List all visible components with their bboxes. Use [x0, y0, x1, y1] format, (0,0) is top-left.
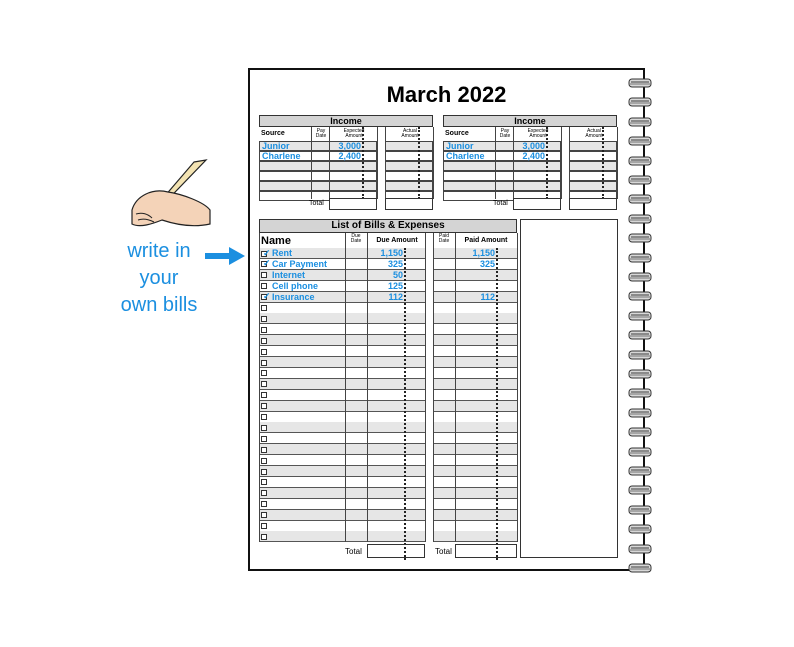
actual-header: Actual Amount	[585, 128, 603, 139]
bill-row-paid	[433, 433, 517, 444]
income-total-label: Total	[493, 200, 508, 207]
spiral-coil-icon	[628, 408, 652, 418]
income-total-actual	[385, 198, 433, 210]
expected-header: Expected Amount	[527, 128, 549, 139]
income-expected-value: 3,000	[338, 141, 361, 151]
bill-due-amount: 1,150	[380, 248, 403, 258]
bill-name: Car Payment	[272, 258, 328, 269]
bill-row-paid	[433, 303, 517, 314]
bill-row-paid	[433, 313, 517, 324]
expected-header: Expected Amount	[343, 128, 365, 139]
bill-row-paid	[433, 477, 517, 488]
spiral-coil-icon	[628, 350, 652, 360]
bill-checkbox[interactable]	[261, 272, 267, 278]
checkmark-icon: ✓	[263, 291, 271, 302]
bills-col-line	[345, 233, 346, 542]
note-line-2: your	[139, 267, 179, 289]
spiral-coil-icon	[628, 388, 652, 398]
note-line-1: write in	[127, 240, 191, 262]
income-col-line	[513, 127, 514, 199]
income-expected-value: 2,400	[522, 151, 545, 161]
income-col-line	[569, 127, 570, 199]
income-row-right	[385, 171, 433, 181]
pay-date-header: Pay Date	[315, 128, 327, 139]
income-table-right	[443, 115, 617, 211]
bill-row	[259, 499, 425, 510]
income-row-left	[259, 181, 377, 191]
bill-checkbox[interactable]	[261, 258, 271, 269]
income-col-line	[495, 127, 496, 199]
bill-checkbox[interactable]	[261, 534, 267, 540]
bill-row	[259, 531, 425, 542]
bill-checkbox[interactable]	[261, 414, 267, 420]
bill-paid-amount: 112	[480, 291, 495, 302]
income-row-right	[569, 141, 617, 151]
income-col-line	[561, 127, 562, 199]
bill-row-paid	[433, 390, 517, 401]
bill-checkbox[interactable]	[261, 247, 271, 258]
income-expected-dots	[546, 127, 549, 199]
spiral-coil-icon	[628, 505, 652, 515]
bills-total-label: Total	[345, 547, 362, 557]
bill-checkbox[interactable]	[261, 490, 267, 496]
income-title: Income	[259, 115, 433, 127]
spiral-coil-icon	[628, 427, 652, 437]
paid-amount-dots	[496, 248, 499, 560]
bill-row	[259, 412, 425, 423]
bill-checkbox[interactable]	[261, 512, 267, 518]
spiral-coil-icon	[628, 544, 652, 554]
bill-row	[259, 455, 425, 466]
due-amount-header: Due Amount	[376, 237, 418, 244]
spiral-coil-icon	[628, 233, 652, 243]
bill-checkbox[interactable]	[261, 316, 267, 322]
bill-row	[259, 466, 425, 477]
bill-checkbox[interactable]	[261, 291, 271, 302]
bill-checkbox[interactable]	[261, 381, 267, 387]
bill-row	[259, 313, 425, 324]
bill-row	[259, 357, 425, 368]
spiral-coil-icon	[628, 485, 652, 495]
bill-name: Internet	[272, 269, 306, 280]
spiral-coil-icon	[628, 311, 652, 321]
bill-row	[259, 521, 425, 532]
bill-row-paid	[433, 531, 517, 542]
spiral-coil-icon	[628, 524, 652, 534]
bill-row	[259, 368, 425, 379]
bill-name: Rent	[272, 248, 292, 258]
spiral-coil-icon	[628, 194, 652, 204]
spiral-coil-icon	[628, 117, 652, 127]
income-total-expected	[513, 198, 561, 210]
paid-date-header: Paid Date	[438, 233, 450, 244]
note-line-3: own bills	[120, 294, 198, 316]
bill-checkbox[interactable]	[261, 425, 267, 431]
income-row-right	[385, 181, 433, 191]
bill-row-paid	[433, 270, 517, 281]
bill-checkbox[interactable]	[261, 458, 267, 464]
income-table-left	[259, 115, 433, 211]
spiral-coil-icon	[628, 253, 652, 263]
checkmark-icon: ✓	[263, 258, 271, 269]
income-row-right	[385, 151, 433, 161]
name-header: Name	[261, 235, 291, 247]
bills-col-line	[433, 233, 434, 542]
bill-checkbox[interactable]	[261, 283, 267, 289]
income-row-right	[569, 151, 617, 161]
bill-row	[259, 477, 425, 488]
bills-col-line	[259, 233, 260, 542]
bill-checkbox[interactable]	[261, 523, 267, 529]
bill-row-paid	[433, 499, 517, 510]
bill-row-paid	[433, 324, 517, 335]
spiral-coil-icon	[628, 214, 652, 224]
income-col-line	[329, 127, 330, 199]
bill-row-paid	[433, 466, 517, 477]
income-col-line	[385, 127, 386, 199]
income-row-left	[259, 161, 377, 171]
bill-row-paid	[433, 488, 517, 499]
bill-due-amount: 50	[392, 269, 403, 280]
income-total-actual	[569, 198, 617, 210]
income-row-left	[443, 181, 561, 191]
income-title: Income	[443, 115, 617, 127]
bills-total-due	[367, 544, 425, 558]
income-row-right	[569, 171, 617, 181]
bill-paid-amount: 1,150	[472, 248, 495, 258]
bill-row-paid	[433, 455, 517, 466]
bill-row	[259, 324, 425, 335]
bill-row-paid	[433, 281, 517, 292]
bill-row-paid	[433, 346, 517, 357]
bill-checkbox[interactable]	[261, 305, 267, 311]
pay-date-header: Pay Date	[499, 128, 511, 139]
spiral-coil-icon	[628, 78, 652, 88]
income-expected-value: 3,000	[522, 141, 545, 151]
bill-name: Cell phone	[272, 280, 319, 291]
income-col-line	[433, 127, 434, 199]
write-in-note	[104, 238, 214, 319]
bill-row	[259, 422, 425, 433]
bill-row	[259, 303, 425, 314]
bill-due-amount: 125	[387, 280, 403, 291]
bills-col-line	[367, 233, 368, 542]
bill-row-paid	[433, 422, 517, 433]
income-row-left	[443, 171, 561, 181]
income-row-right	[569, 181, 617, 191]
income-expected-value: 2,400	[338, 151, 361, 161]
page-title: March 2022	[386, 82, 507, 107]
spiral-coil-icon	[628, 272, 652, 282]
spiral-coil-icon	[628, 97, 652, 107]
planner-page	[248, 68, 645, 571]
actual-header: Actual Amount	[401, 128, 419, 139]
spiral-coil-icon	[628, 466, 652, 476]
arrow-right-icon	[205, 247, 245, 265]
bill-row	[259, 433, 425, 444]
bills-col-line	[517, 233, 518, 542]
bill-checkbox[interactable]	[261, 447, 267, 453]
bill-row	[259, 444, 425, 455]
bill-row-paid	[433, 412, 517, 423]
bill-due-amount: 325	[387, 258, 403, 269]
due-amount-dots	[404, 248, 407, 560]
income-col-line	[377, 127, 378, 199]
bills-col-line	[425, 233, 426, 542]
bill-checkbox[interactable]	[261, 469, 267, 475]
source-header: Source	[261, 130, 285, 137]
income-col-line	[617, 127, 618, 199]
bill-checkbox[interactable]	[261, 370, 267, 376]
bills-total-paid	[455, 544, 517, 558]
source-header: Source	[445, 130, 469, 137]
income-source-name: Charlene	[446, 151, 485, 161]
income-row-right	[569, 161, 617, 171]
bills-col-line	[455, 233, 456, 542]
hand-writing-icon	[122, 158, 214, 238]
income-actual-dots	[602, 127, 605, 199]
spiral-coil-icon	[628, 156, 652, 166]
income-row-left	[443, 161, 561, 171]
bill-row-paid	[433, 401, 517, 412]
spiral-coil-icon	[628, 563, 652, 573]
income-actual-dots	[418, 127, 421, 199]
bill-row	[259, 488, 425, 499]
income-source-name: Junior	[446, 141, 474, 151]
bill-row	[259, 379, 425, 390]
bill-row	[259, 335, 425, 346]
bills-table	[259, 219, 517, 558]
bill-row-paid	[433, 368, 517, 379]
bill-name: Insurance	[272, 291, 315, 302]
spiral-coil-icon	[628, 175, 652, 185]
spiral-coil-icon	[628, 330, 652, 340]
bill-checkbox[interactable]	[261, 436, 267, 442]
spiral-coil-icon	[628, 369, 652, 379]
bill-row-paid	[433, 444, 517, 455]
income-row-left	[259, 171, 377, 181]
spiral-coil-icon	[628, 447, 652, 457]
due-date-header: Due Date	[350, 233, 362, 244]
bill-row	[259, 390, 425, 401]
income-source-name: Charlene	[262, 151, 301, 161]
bill-row-paid	[433, 521, 517, 532]
bill-row-paid	[433, 335, 517, 346]
bill-checkbox[interactable]	[261, 327, 267, 333]
bill-checkbox[interactable]	[261, 349, 267, 355]
bill-row-paid	[433, 357, 517, 368]
income-expected-dots	[362, 127, 365, 199]
bill-paid-amount: 325	[479, 258, 495, 269]
bill-row-paid	[433, 379, 517, 390]
income-row-right	[385, 161, 433, 171]
paid-amount-header: Paid Amount	[464, 237, 508, 244]
spiral-coil-icon	[628, 291, 652, 301]
bill-checkbox[interactable]	[261, 501, 267, 507]
bill-due-amount: 112	[388, 291, 403, 302]
income-col-line	[311, 127, 312, 199]
notes-box	[520, 219, 618, 558]
bill-checkbox[interactable]	[261, 360, 267, 366]
bill-checkbox[interactable]	[261, 338, 267, 344]
bill-row	[259, 346, 425, 357]
bill-row	[259, 510, 425, 521]
bill-checkbox[interactable]	[261, 403, 267, 409]
bill-row	[259, 401, 425, 412]
bill-checkbox[interactable]	[261, 392, 267, 398]
spiral-coil-icon	[628, 136, 652, 146]
bills-total-paid-label: Total	[435, 547, 452, 557]
bills-title: List of Bills & Expenses	[259, 219, 517, 233]
income-total-label: Total	[309, 200, 324, 207]
income-total-expected	[329, 198, 377, 210]
income-source-name: Junior	[262, 141, 290, 151]
checkmark-icon: ✓	[263, 247, 271, 258]
bill-row-paid	[433, 510, 517, 521]
income-row-right	[385, 141, 433, 151]
bill-checkbox[interactable]	[261, 479, 267, 485]
